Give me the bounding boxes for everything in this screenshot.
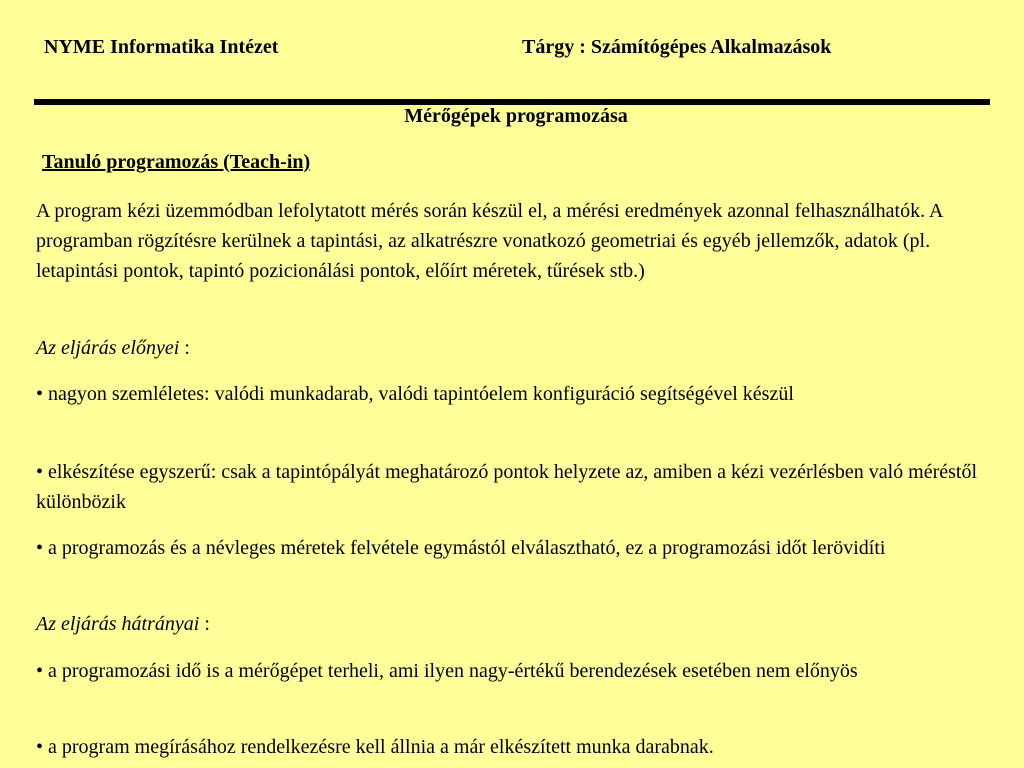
advantage-item: • nagyon szemléletes: valódi munkadarab, valódi tapintóelem konfiguráció segítségével készül (36, 383, 794, 405)
advantages-heading (36, 333, 996, 363)
section-heading: Tanuló programozás (Teach-in) (42, 151, 311, 173)
disadvantages-heading-text: Az eljárás hátrányai (36, 613, 200, 635)
intro-paragraph: A program kézi üzemmódban lefolytatott mérés során készül el, a mérési eredmények azonnal felhasználhatók. A programban rögzítésre kerülnek a tapintási, az alkatrészre vonatkozó geometriai és egyéb jellemzők, adatok (pl. letapintási pontok, tapintó pozicionálási pontok, előírt méretek, tűrések stb.) (36, 200, 943, 282)
advantage-item: • elkészítése egyszerű: csak a tapintópályát meghatározó pontok helyzete az, amiben a kézi vezérlésben való méréstől különbözik (36, 461, 978, 513)
header-subject: Tárgy : Számítógépes Alkalmazások (522, 36, 832, 58)
page-title: Mérőgépek programozása (404, 105, 628, 127)
disadvantages-heading (36, 609, 996, 639)
advantage-item: • a programozás és a névleges méretek felvétele egymástól elválasztható, ez a programozási időt lerövidíti (36, 537, 886, 559)
advantages-heading-text: Az eljárás előnyei (36, 337, 180, 359)
disadvantages-heading-suffix: : (199, 613, 210, 635)
advantages-heading-suffix: : (179, 337, 190, 359)
disadvantage-item: • a programozási idő is a mérőgépet terheli, ami ilyen nagy-értékű berendezések esetében nem előnyös (36, 660, 858, 682)
header-institute: NYME Informatika Intézet (44, 36, 279, 58)
disadvantage-item: • a program megírásához rendelkezésre kell állnia a már elkészített munka darabnak. (36, 736, 714, 758)
